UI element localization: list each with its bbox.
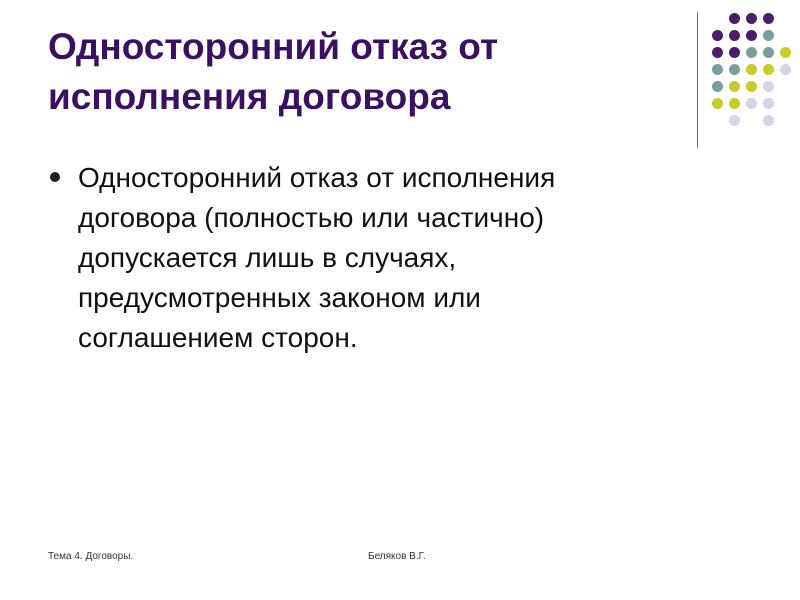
decorative-dot-lavender (780, 64, 791, 75)
footer-topic: Тема 4. Договоры. (48, 551, 134, 562)
footer-author: Беляков В.Г. (368, 551, 426, 562)
decorative-dot-yellow (729, 98, 740, 109)
decorative-dot-purple (712, 47, 723, 58)
decorative-dot-lavender (729, 115, 740, 126)
decorative-dot-lavender (746, 98, 757, 109)
decorative-dot-lavender (763, 98, 774, 109)
decorative-dot-teal (746, 47, 757, 58)
slide-title: Односторонний отказ от исполнения договора (48, 26, 499, 117)
decorative-dot-yellow (763, 64, 774, 75)
decorative-dot-yellow (746, 64, 757, 75)
decorative-dot-purple (729, 30, 740, 41)
decorative-dot-teal (763, 30, 774, 41)
decorative-dot-teal (712, 64, 723, 75)
decorative-dot-purple (729, 47, 740, 58)
decorative-dot-purple (746, 13, 757, 24)
decorative-dot-teal (763, 47, 774, 58)
bullet-list (48, 158, 648, 358)
bullet-dot-icon (50, 172, 60, 182)
decorative-dot-purple (746, 30, 757, 41)
decorative-dot-yellow (712, 98, 723, 109)
decorative-dot-lavender (763, 81, 774, 92)
decorative-dot-yellow (746, 81, 757, 92)
decorative-dot-teal (729, 64, 740, 75)
decorative-dot-purple (712, 30, 723, 41)
bullet-item (48, 158, 648, 358)
decorative-dot-lavender (763, 115, 774, 126)
decorative-dot-purple (729, 13, 740, 24)
decorative-dot-yellow (729, 81, 740, 92)
bullet-text: Односторонний отказ от исполнения договора (полностью или частично) допускается лишь в случаях, предусмотренных законом или соглашением сторон. (78, 162, 556, 353)
decorative-dot-yellow (780, 47, 791, 58)
decorative-dot-teal (712, 81, 723, 92)
decorative-divider-line (697, 12, 698, 148)
decorative-dot-purple (763, 13, 774, 24)
